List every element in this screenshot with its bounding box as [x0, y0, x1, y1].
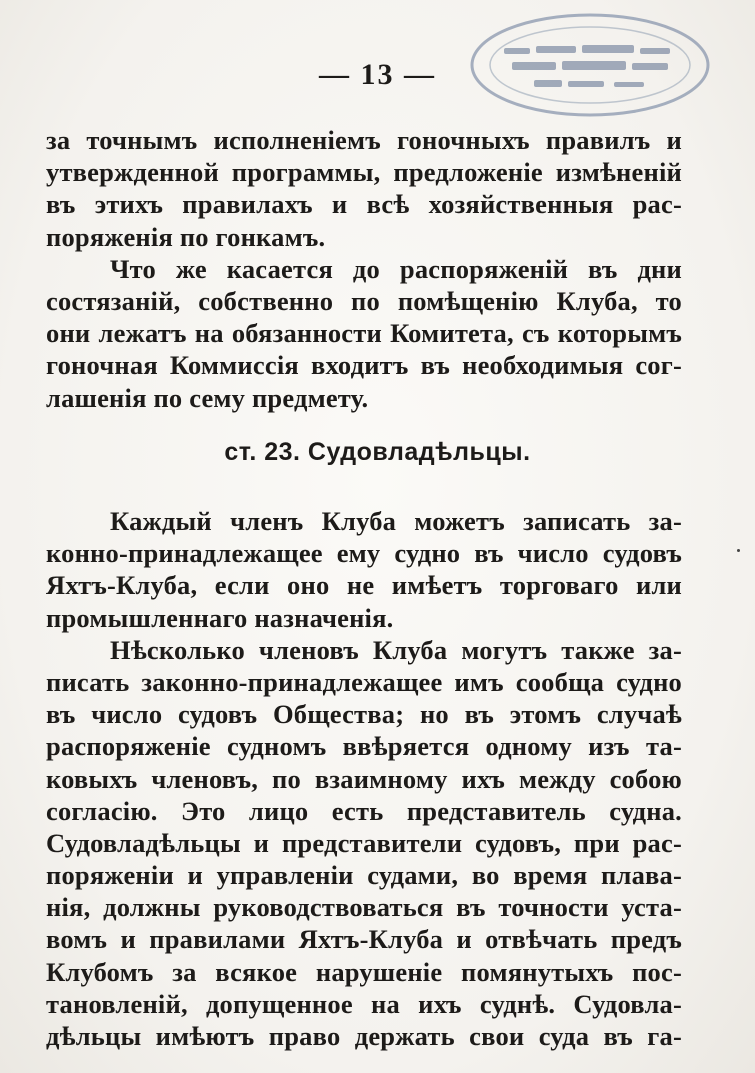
text-line: дѣльцы имѣютъ право держать свои суда въ га-	[46, 1021, 682, 1051]
text-line: поряженіи и управленіи судами, во время плава-	[46, 860, 682, 891]
text-line: лашенія по сему предмету.	[46, 382, 369, 413]
text-line: тановленій, допущенное на ихъ суднѣ. Судовла-	[46, 988, 682, 1019]
text-line: гоночная Коммиссія входитъ въ необходимыя сог-	[46, 350, 682, 381]
text-line: распоряженіе судномъ ввѣряется одному изъ та-	[46, 731, 682, 762]
text-line: они лежатъ на обязанности Комитета, съ которымъ	[46, 318, 682, 349]
text-line: состязаній, собственно по помѣщенію Клуба, то	[46, 285, 682, 316]
text-line: Что же касается до распоряженій въ дни	[110, 253, 682, 284]
text-line: Судовладѣльцы и представители судовъ, при рас-	[46, 827, 682, 858]
text-line: промышленнаго назначенія.	[46, 602, 394, 633]
text-line: въ этихъ правилахъ и всѣ хозяйственныя рас-	[46, 189, 682, 220]
text-line: Каждый членъ Клуба можетъ записать за-	[110, 506, 682, 536]
page-number: — 13 —	[319, 58, 436, 91]
text-block-top	[46, 124, 682, 414]
text-line: согласію. Это лицо есть представитель судна.	[46, 795, 682, 826]
text-line: вомъ и правилами Яхтъ-Клуба и отвѣчать предъ	[46, 924, 682, 955]
text-line: въ число судовъ Общества; но въ этомъ случаѣ	[46, 699, 682, 730]
section-heading: ст. 23. Судовладѣльцы.	[224, 438, 531, 466]
text-line: нія, должны руководствоваться въ точности уста-	[46, 892, 682, 923]
text-line: Яхтъ-Клуба, если оно не имѣетъ торговаго или	[46, 570, 682, 601]
text-line: конно-принадлежащее ему судно въ число судовъ	[46, 538, 682, 569]
text-line: Нѣсколько членовъ Клуба могутъ также за-	[110, 634, 682, 665]
text-line: писать законно-принадлежащее имъ сообща судно	[46, 666, 682, 697]
text-line: за точнымъ исполненіемъ гоночныхъ правилъ и	[46, 125, 682, 155]
text-line: Клубомъ за всякое нарушеніе помянутыхъ пос-	[46, 956, 682, 987]
text-line: ковыхъ членовъ, по взаимному ихъ между собою	[46, 763, 682, 794]
text-block-bottom	[46, 505, 682, 1052]
text-line: утвержденной программы, предложеніе измѣненій	[46, 157, 682, 188]
paper-speck	[737, 549, 740, 552]
text-line: поряженія по гонкамъ.	[46, 221, 326, 252]
